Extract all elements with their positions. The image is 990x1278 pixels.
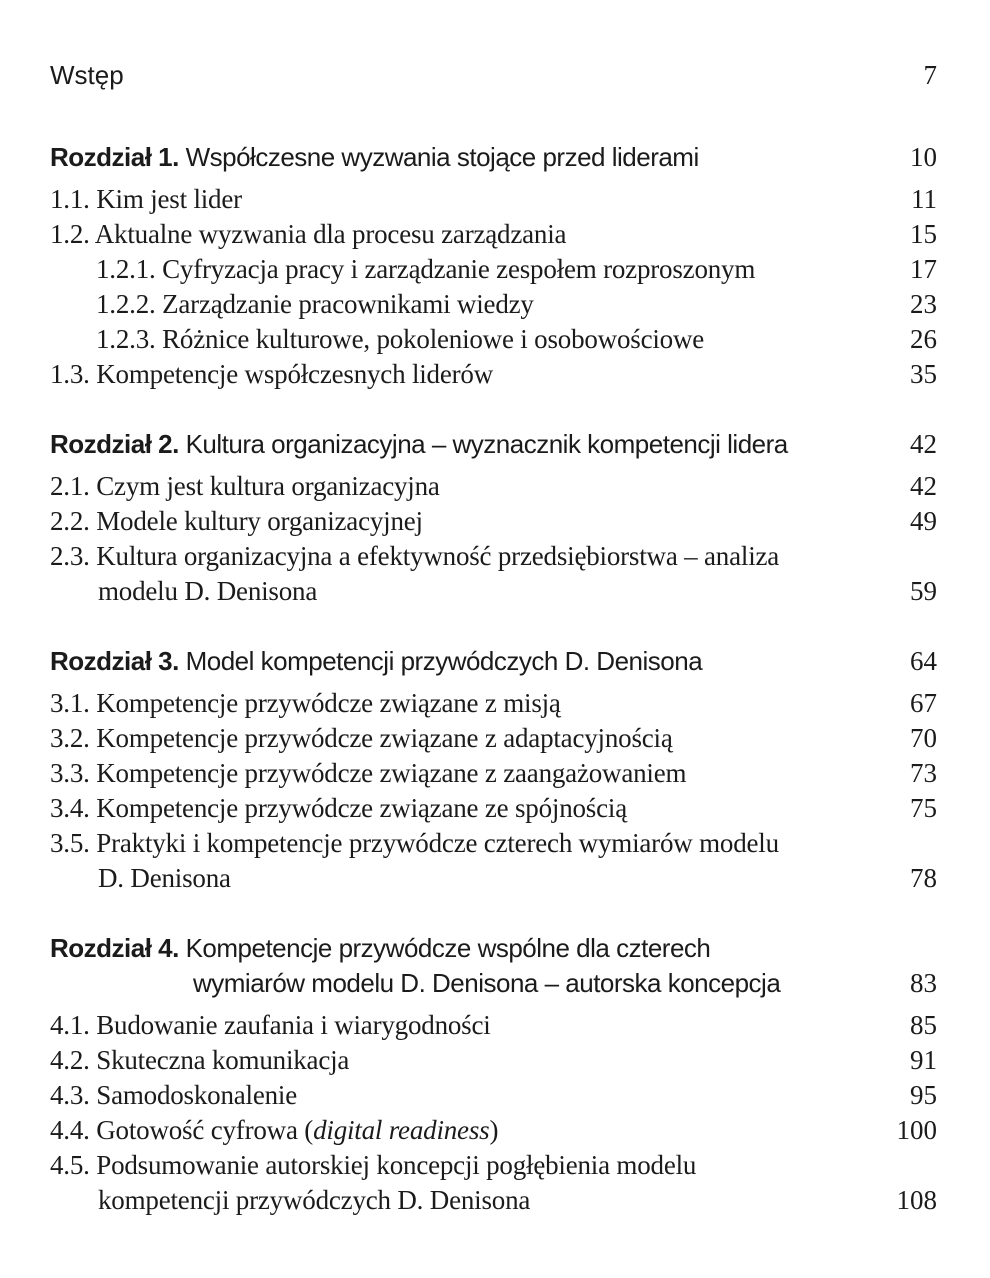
toc-entry-page-number: 100 [896, 1115, 937, 1145]
toc-entry-page-number: 17 [910, 254, 937, 284]
toc-entry-text: Rozdział 4. [50, 933, 179, 963]
toc-entry-line [50, 252, 937, 287]
toc-entry-label [50, 182, 891, 217]
toc-entry-page-number: 78 [910, 863, 937, 893]
toc-entry [50, 931, 937, 1001]
toc-entry-page-number: 49 [910, 506, 937, 536]
toc-entry-text: digital readiness [313, 1115, 490, 1145]
toc-entry-line [50, 826, 937, 861]
toc-entry-line [50, 1148, 937, 1183]
toc-entry-label [50, 427, 891, 462]
toc-entry [50, 1043, 937, 1078]
toc-entry-text: 1.2. Aktualne wyzwania dla procesu zarządzania [50, 219, 567, 249]
toc-entry-page-number: 7 [923, 60, 937, 90]
toc-entry-line [50, 539, 937, 574]
toc-entry [50, 469, 937, 504]
toc-entry-text: Kompetencje przywódcze wspólne dla czterech [178, 933, 711, 963]
toc-entry-label [96, 287, 891, 322]
toc-entry-page-number: 91 [910, 1045, 937, 1075]
toc-entry-text: 3.2. Kompetencje przywódcze związane z adaptacyjnością [50, 723, 673, 753]
toc-entry-text: Rozdział 2. [50, 429, 179, 459]
toc-entry-text: 3.5. Praktyki i kompetencje przywódcze czterech wymiarów modelu [50, 828, 779, 858]
toc-entry-text: 4.5. Podsumowanie autorskiej koncepcji pogłębienia modelu [50, 1150, 697, 1180]
toc-entry-label [50, 931, 937, 966]
toc-entry-page-number: 11 [911, 184, 937, 214]
toc-entry-line [50, 287, 937, 322]
toc-entry-text: modelu D. Denisona [98, 576, 318, 606]
toc-entry-text: 1.3. Kompetencje współczesnych liderów [50, 359, 494, 389]
toc-entry-text: 1.2.3. Różnice kulturowe, pokoleniowe i osobowościowe [96, 324, 705, 354]
toc-entry [50, 686, 937, 721]
toc-entry [50, 1148, 937, 1218]
toc-entry [50, 357, 937, 392]
toc-entry-text: kompetencji przywódczych D. Denisona [98, 1185, 531, 1215]
toc-entry-line [50, 1078, 937, 1113]
toc-entry-page-number: 23 [910, 289, 937, 319]
toc-entry-label [98, 574, 891, 609]
toc-entry-page-number: 15 [910, 219, 937, 249]
toc-entry-label [98, 861, 891, 896]
toc-entry-text: Model kompetencji przywódczych D. Denisona [178, 646, 703, 676]
toc-entry-page-number: 59 [910, 576, 937, 606]
toc-entry [50, 791, 937, 826]
toc-entry-label [50, 1113, 891, 1148]
toc-entry-text: 3.4. Kompetencje przywódcze związane ze spójnością [50, 793, 627, 823]
toc-entry-label [50, 58, 891, 93]
toc-entry-label [193, 966, 891, 1001]
toc-entry-text: Wstęp [50, 60, 124, 90]
toc-entry [50, 504, 937, 539]
toc-entry-label [96, 322, 891, 357]
toc-entry-line [50, 686, 937, 721]
toc-entry-label [50, 826, 937, 861]
toc-entry-line [50, 574, 937, 609]
toc-entry-line [50, 140, 937, 175]
toc-entry-page-number: 83 [910, 968, 937, 998]
toc-entry-text: Współczesne wyzwania stojące przed liderami [178, 142, 699, 172]
toc-entry-text: 1.1. Kim jest lider [50, 184, 242, 214]
toc-entry-line [50, 469, 937, 504]
toc-entry-text: Rozdział 1. [50, 142, 179, 172]
toc-entry-label [50, 504, 891, 539]
toc-entry-text: 1.2.2. Zarządzanie pracownikami wiedzy [96, 289, 534, 319]
toc-entry-line [50, 504, 937, 539]
toc-entry-label [98, 1183, 891, 1218]
toc-entry [50, 140, 937, 175]
toc-entry-page-number: 85 [910, 1010, 937, 1040]
toc-entry-label [50, 1078, 891, 1113]
toc-entry-label [50, 1148, 937, 1183]
toc-list [50, 58, 937, 1218]
toc-entry [50, 721, 937, 756]
toc-entry-line [50, 322, 937, 357]
toc-entry-line [50, 721, 937, 756]
toc-entry-line [50, 1008, 937, 1043]
toc-entry [50, 58, 937, 93]
toc-entry-page-number: 108 [896, 1185, 937, 1215]
toc-entry-label [50, 686, 891, 721]
toc-entry [50, 252, 937, 287]
toc-entry-page-number: 42 [910, 471, 937, 501]
toc-entry-text: 4.4. Gotowość cyfrowa ( [50, 1115, 314, 1145]
toc-entry-line [50, 756, 937, 791]
toc-entry [50, 826, 937, 896]
toc-entry-label [50, 644, 891, 679]
toc-entry-line [50, 182, 937, 217]
toc-entry-label [50, 357, 891, 392]
toc-entry-text: Rozdział 3. [50, 646, 179, 676]
toc-entry-line [50, 217, 937, 252]
toc-entry-text: 1.2.1. Cyfryzacja pracy i zarządzanie zespołem rozproszonym [96, 254, 756, 284]
toc-entry-line [50, 931, 937, 966]
toc-entry-page-number: 26 [910, 324, 937, 354]
toc-entry-text: Kultura organizacyjna – wyznacznik kompetencji lidera [178, 429, 788, 459]
toc-entry-text: wymiarów modelu D. Denisona – autorska koncepcja [193, 968, 781, 998]
toc-entry-label [50, 1008, 891, 1043]
toc-entry-line [50, 791, 937, 826]
toc-entry-page-number: 35 [910, 359, 937, 389]
toc-entry-page-number: 95 [910, 1080, 937, 1110]
toc-entry [50, 1008, 937, 1043]
toc-entry-text: D. Denisona [98, 863, 231, 893]
toc-entry-line [50, 966, 937, 1001]
toc-entry-label [50, 1043, 891, 1078]
toc-entry [50, 427, 937, 462]
toc-entry-text: 2.1. Czym jest kultura organizacyjna [50, 471, 440, 501]
toc-entry-line [50, 861, 937, 896]
toc-entry-page-number: 73 [910, 758, 937, 788]
toc-entry-text: 3.3. Kompetencje przywódcze związane z zaangażowaniem [50, 758, 687, 788]
toc-entry-label [50, 756, 891, 791]
toc-entry-page-number: 67 [910, 688, 937, 718]
toc-entry-text: ) [489, 1115, 499, 1145]
toc-entry-label [50, 791, 891, 826]
toc-entry-line [50, 1043, 937, 1078]
toc-entry-text: 4.3. Samodoskonalenie [50, 1080, 298, 1110]
toc-entry-text: 4.2. Skuteczna komunikacja [50, 1045, 350, 1075]
toc-entry-line [50, 644, 937, 679]
toc-entry-page-number: 64 [910, 646, 937, 676]
toc-entry-label [96, 252, 891, 287]
toc-entry [50, 287, 937, 322]
toc-entry-text: 2.2. Modele kultury organizacyjnej [50, 506, 423, 536]
toc-entry-line [50, 58, 937, 93]
toc-entry [50, 756, 937, 791]
toc-entry [50, 539, 937, 609]
toc-entry-text: 4.1. Budowanie zaufania i wiarygodności [50, 1010, 491, 1040]
toc-entry-page-number: 75 [910, 793, 937, 823]
toc-entry [50, 217, 937, 252]
toc-entry-label [50, 539, 937, 574]
toc-entry [50, 1113, 937, 1148]
toc-entry-line [50, 357, 937, 392]
toc-entry [50, 1078, 937, 1113]
toc-entry-text: 3.1. Kompetencje przywódcze związane z misją [50, 688, 561, 718]
toc-entry-label [50, 140, 891, 175]
toc-entry-text: 2.3. Kultura organizacyjna a efektywność przedsiębiorstwa – analiza [50, 541, 780, 571]
toc-entry-page-number: 10 [910, 142, 937, 172]
toc-entry-label [50, 721, 891, 756]
toc-entry-label [50, 469, 891, 504]
toc-entry [50, 322, 937, 357]
toc-entry-page-number: 70 [910, 723, 937, 753]
toc-entry [50, 644, 937, 679]
toc-entry-label [50, 217, 891, 252]
toc-entry-page-number: 42 [910, 429, 937, 459]
toc-entry-line [50, 427, 937, 462]
toc-entry [50, 182, 937, 217]
toc-entry-line [50, 1113, 937, 1148]
toc-entry-line [50, 1183, 937, 1218]
